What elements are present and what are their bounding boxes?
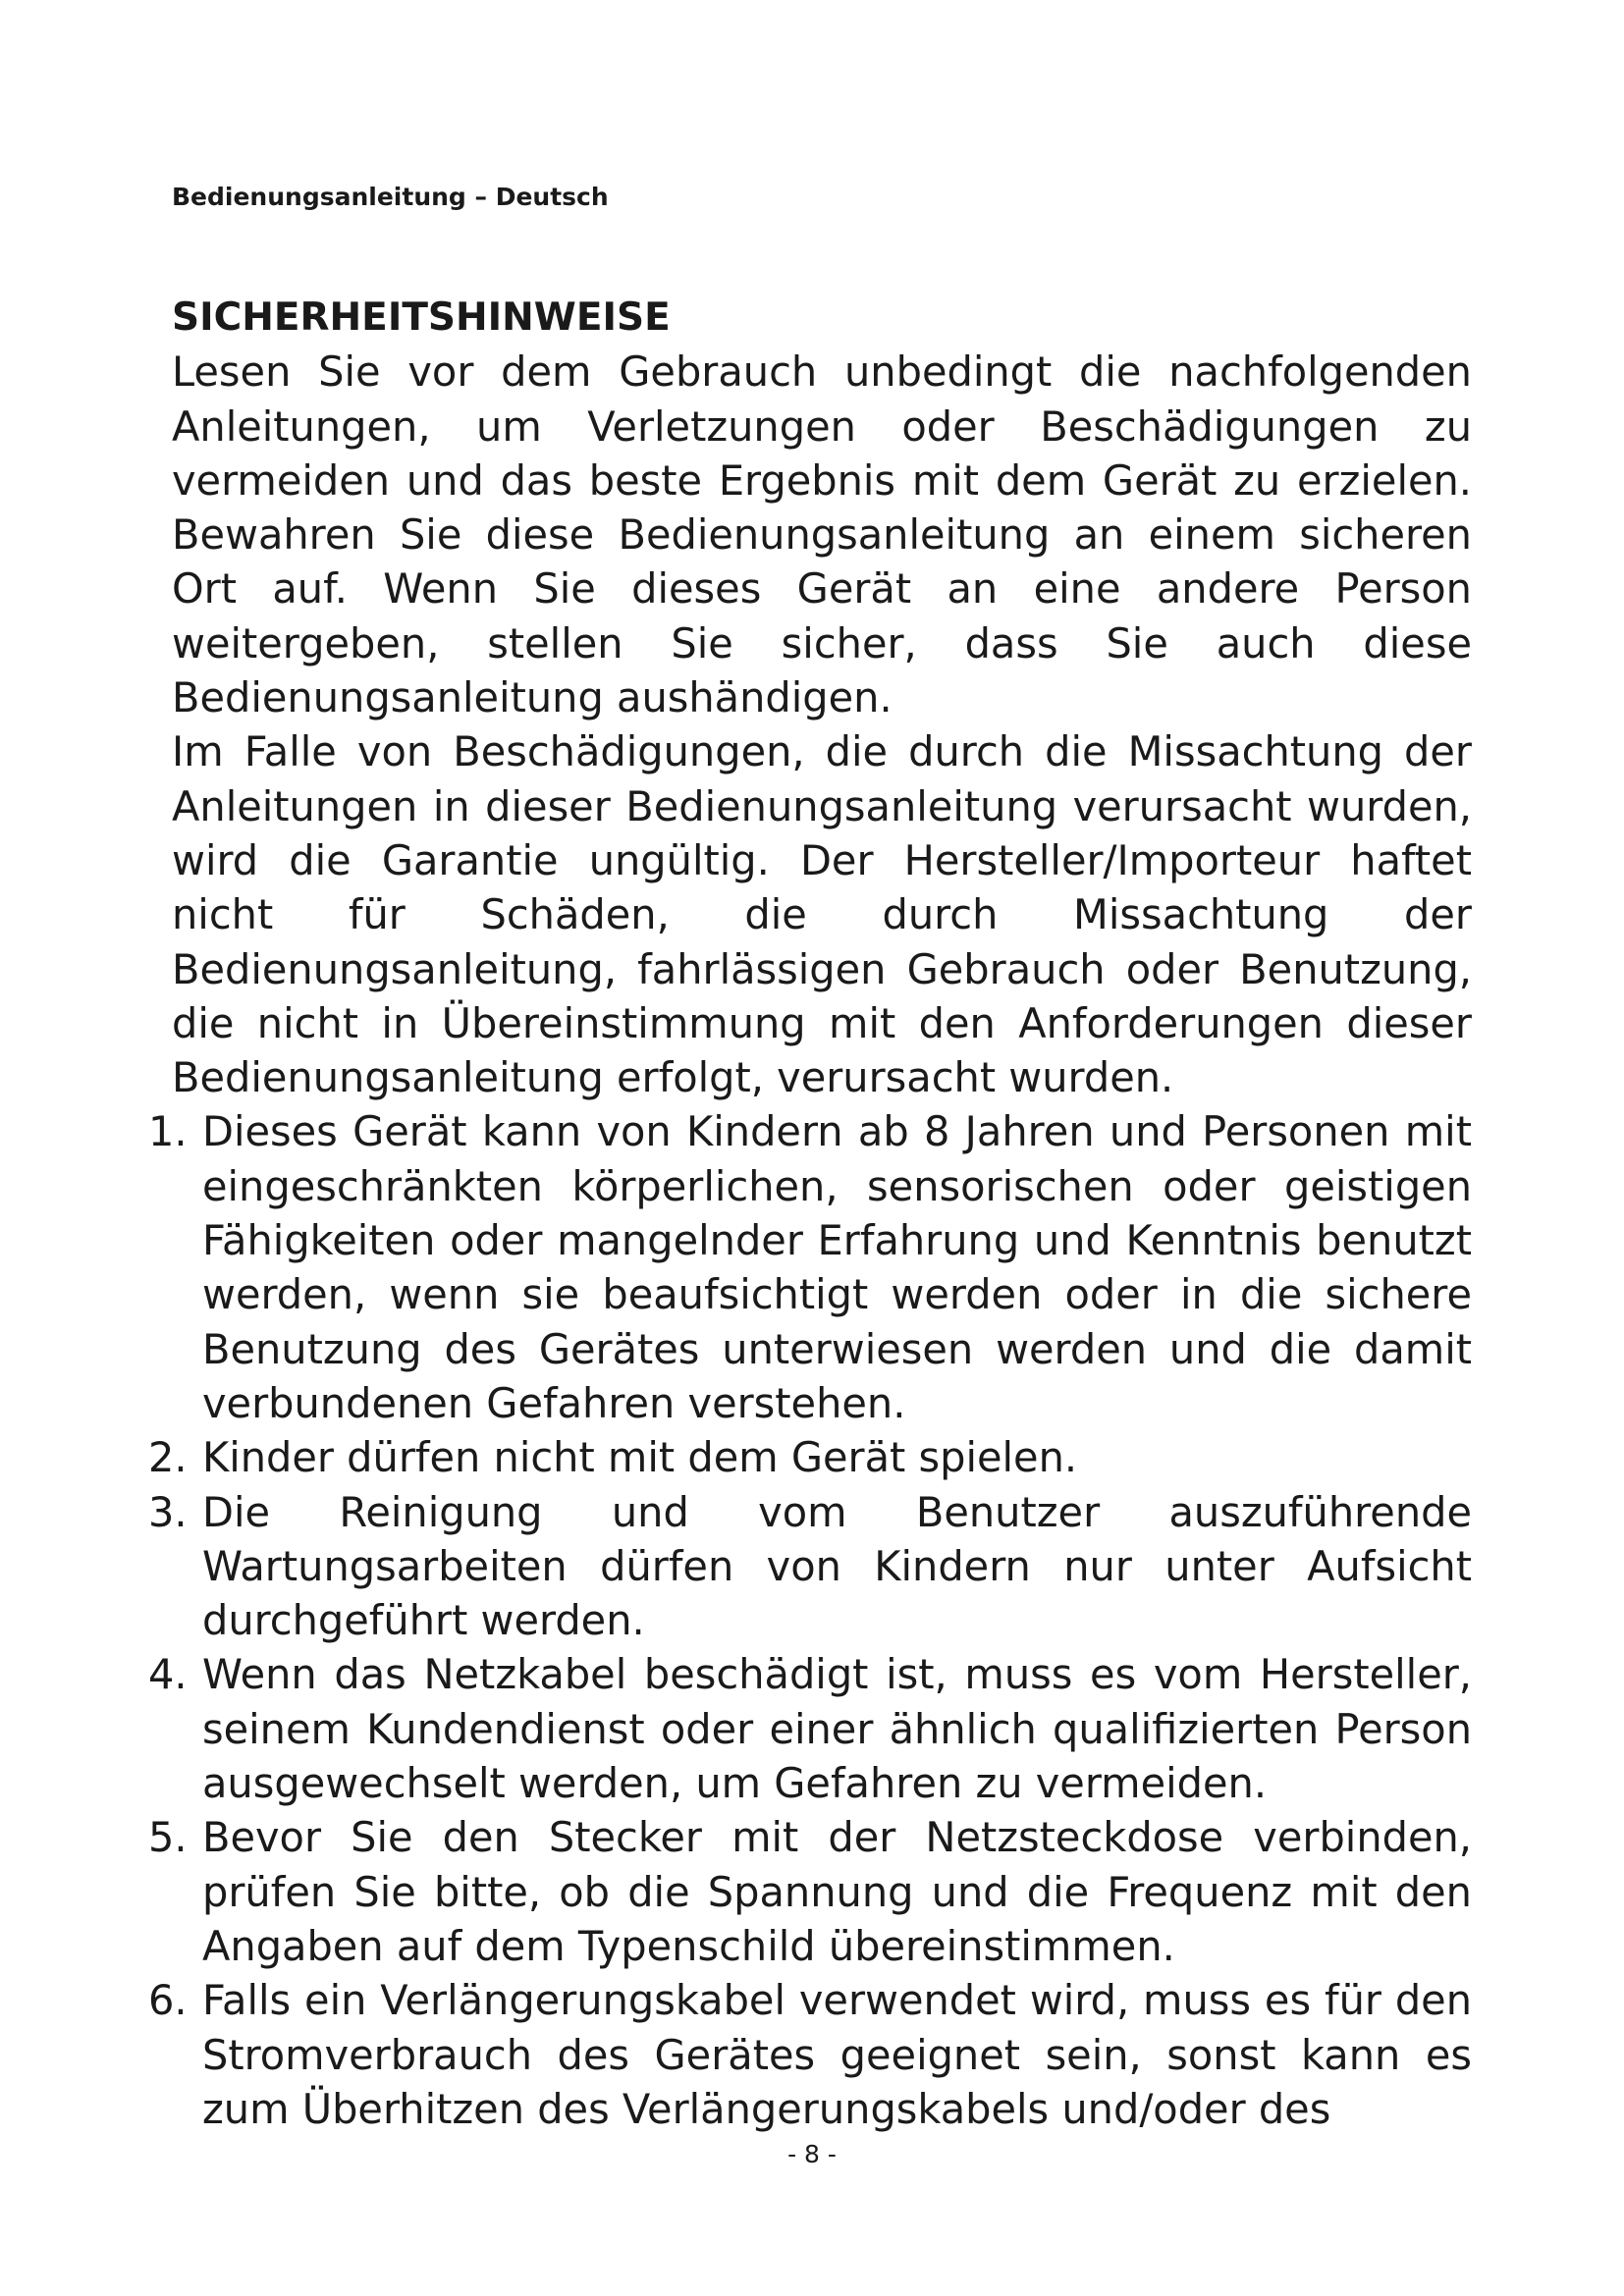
list-item-text: Bevor Sie den Stecker mit der Netzsteckdose verbinden, prüfen Sie bitte, ob die Spannung und die Frequenz mit den Angaben auf dem Typenschild übereinstimmen. [202, 1813, 1472, 1970]
safety-section [148, 291, 1472, 2136]
section-title: SICHERHEITSHINWEISE [172, 295, 671, 340]
page-number: - 8 - [787, 2140, 837, 2168]
list-item [148, 1810, 1472, 1973]
safety-list [148, 1104, 1472, 2136]
list-item-number: 6. [148, 1976, 188, 2025]
list-item [148, 1430, 1472, 1484]
list-item-number: 3. [148, 1487, 188, 1536]
list-item-text: Kinder dürfen nicht mit dem Gerät spielen. [202, 1433, 1078, 1482]
list-item-number: 2. [148, 1433, 188, 1482]
list-item-number: 1. [148, 1107, 188, 1156]
list-item-text: Falls ein Verlängerungskabel verwendet wird, muss es für den Stromverbrauch des Gerätes geeignet sein, sonst kann es zum Überhitzen des Verlängerungskabels und/oder des [202, 1976, 1472, 2133]
list-item-number: 5. [148, 1813, 188, 1862]
list-item [148, 1647, 1472, 1810]
list-item-number: 4. [148, 1650, 188, 1699]
list-item [148, 1973, 1472, 2136]
list-item [148, 1104, 1472, 1430]
list-item-text: Wenn das Netzkabel beschädigt ist, muss es vom Hersteller, seinem Kundendienst oder einer ähnlich qualifizierten Person ausgewechselt werden, um Gefahren zu vermeiden. [202, 1650, 1472, 1808]
page-header: Bedienungsanleitung – Deutsch [172, 183, 609, 211]
intro-paragraph: Lesen Sie vor dem Gebrauch unbedingt die nachfolgenden Anleitungen, um Verletzungen oder Beschädigungen zu vermeiden und das beste Ergebnis mit dem Gerät zu erzielen. Bewahren Sie diese Bedienungsanleitung an einem sicheren Ort auf. Wenn Sie dieses Gerät an eine andere Person weitergeben, stellen Sie sicher, dass Sie auch diese Bedienungsanleitung aushändigen. [172, 347, 1472, 722]
warranty-paragraph: Im Falle von Beschädigungen, die durch die Missachtung der Anleitungen in dieser Bedienungsanleitung verursacht wurden, wird die Garantie ungültig. Der Hersteller/Importeur haftet nicht für Schäden, die durch Missachtung der Bedienungsanleitung, fahrlässigen Gebrauch oder Benutzung, die nicht in Übereinstimmung mit den Anforderungen dieser Bedienungsanleitung erfolgt, verursacht wurden. [172, 727, 1472, 1102]
list-item-text: Die Reinigung und vom Benutzer auszuführende Wartungsarbeiten dürfen von Kindern nur unter Aufsicht durchgeführt werden. [202, 1487, 1472, 1645]
list-item [148, 1485, 1472, 1648]
list-item-text: Dieses Gerät kann von Kindern ab 8 Jahren und Personen mit eingeschränkten körperlichen, sensorischen oder geistigen Fähigkeiten oder mangelnder Erfahrung und Kenntnis benutzt werden, wenn sie beaufsichtigt werden oder in die sichere Benutzung des Gerätes unterwiesen werden und die damit verbundenen Gefahren verstehen. [202, 1107, 1472, 1427]
